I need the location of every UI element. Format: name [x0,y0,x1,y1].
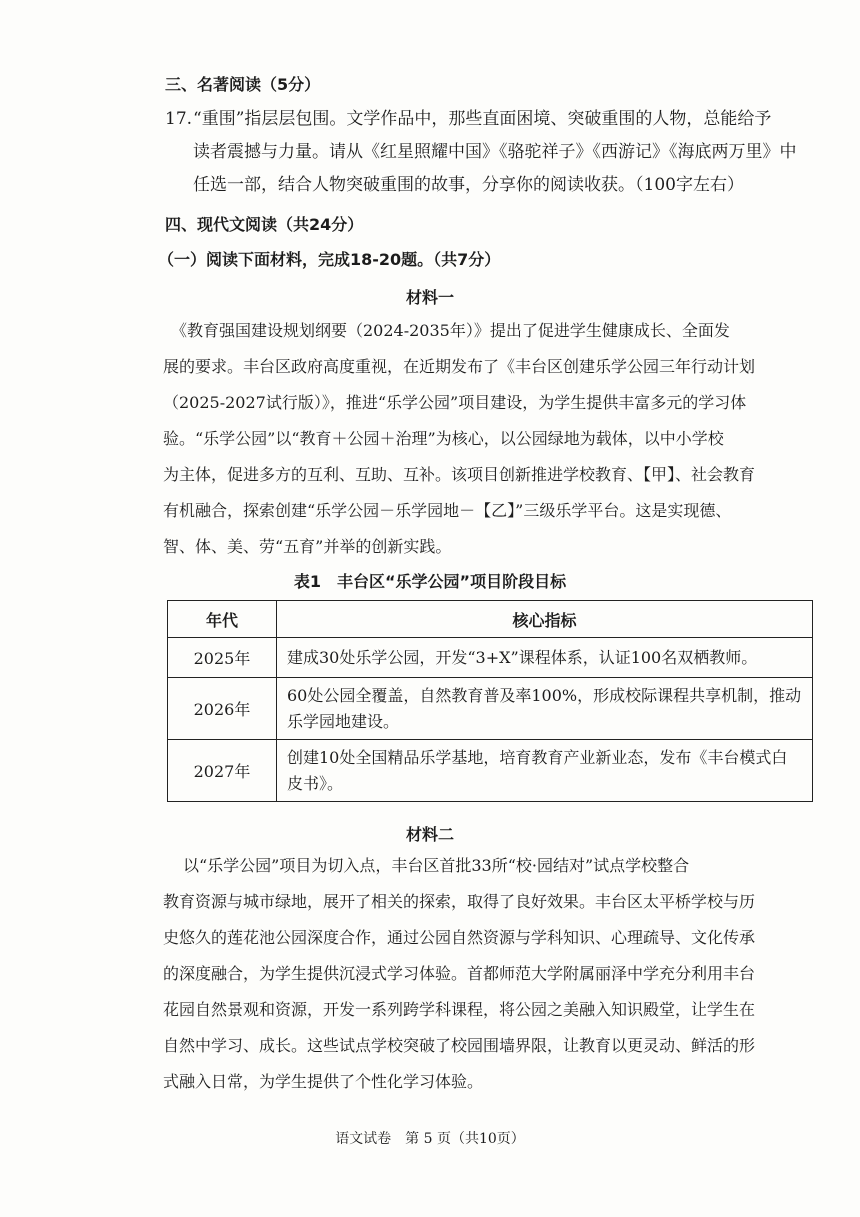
material-2-body [163,848,823,1100]
material-2-title: 材料二 [405,825,454,844]
question-17-text: “重围”指层层包围。文学作品中，那些直面困境、突破重围的人物，总能给予 [193,109,772,129]
section-4-title: 四、现代文阅读（共24分） [165,215,364,234]
question-number: 17. [165,109,193,129]
table-row [168,678,813,740]
material-1-line: 智、体、美、劳“五育”并举的创新实践。 [163,537,452,556]
goals-table [167,600,813,802]
table-cell-year: 2027年 [168,740,277,802]
material-1-line: 验。“乐学公园”以“教育＋公园＋治理”为核心，以公园绿地为载体，以中小学校 [163,429,724,448]
table-1 [167,600,813,802]
subsection-1-title: （一）阅读下面材料，完成18-20题。（共7分） [158,250,501,269]
table-caption: 表1 丰台区“乐学公园”项目阶段目标 [293,572,567,591]
table-row [168,740,813,802]
table-header-row [168,601,813,638]
section-3-title: 三、名著阅读（5分） [165,75,321,94]
material-1-line: 展的要求。丰台区政府高度重视，在近期发布了《丰台区创建乐学公园三年行动计划 [163,357,756,376]
material-1-line: 《教育强国建设规划纲要（2024-2035年）》提出了促进学生健康成长、全面发 [171,321,730,340]
question-17-line: 读者震撼与力量。请从《红星照耀中国》《骆驼祥子》《西游记》《海底两万里》中 [193,142,797,162]
material-1-line: 有机融合，探索创建“乐学公园－乐学园地－【乙】”三级乐学平台。这是实现德、 [163,501,732,520]
question-17 [165,103,825,202]
question-17-line: 任选一部，结合人物突破重围的故事，分享你的阅读收获。（100字左右） [193,175,744,195]
table-cell-year: 2026年 [168,678,277,740]
page-footer: 语文试卷 第 5 页（共10页） [335,1131,525,1147]
material-2-line: 自然中学习、成长。这些试点学校突破了校园围墙界限，让教育以更灵动、鲜活的形 [163,1036,756,1055]
material-1-title: 材料一 [405,288,454,307]
material-2-line: 史悠久的莲花池公园深度合作，通过公园自然资源与学科知识、心理疏导、文化传承 [163,928,756,947]
table-cell-indicator: 建成30处乐学公园，开发“3+X”课程体系，认证100名双栖教师。 [277,638,813,678]
table-cell-indicator: 60处公园全覆盖，自然教育普及率100%，形成校际课程共享机制，推动乐学园地建设。 [277,678,813,740]
material-1-body [163,313,823,565]
material-2-line: 式融入日常，为学生提供了个性化学习体验。 [163,1072,484,1091]
material-2-line: 以“乐学公园”项目为切入点，丰台区首批33所“校·园结对”试点学校整合 [183,856,690,875]
material-1-line: 为主体，促进多方的互利、互助、互补。该项目创新推进学校教育、【甲】、社会教育 [163,465,756,484]
material-1-line: （2025-2027试行版）》，推进“乐学公园”项目建设，为学生提供丰富多元的学习体 [163,393,747,412]
table-row [168,638,813,678]
material-2-line: 花园自然景观和资源，开发一系列跨学科课程，将公园之美融入知识殿堂，让学生在 [163,1000,756,1019]
table-header-indicator: 核心指标 [277,601,813,638]
table-cell-year: 2025年 [168,638,277,678]
question-17-line [165,103,825,136]
material-2-line: 的深度融合，为学生提供沉浸式学习体验。首都师范大学附属丽泽中学充分利用丰台 [163,964,756,983]
table-cell-indicator: 创建10处全国精品乐学基地，培育教育产业新业态，发布《丰台模式白皮书》。 [277,740,813,802]
table-header-year: 年代 [168,601,277,638]
material-2-line: 教育资源与城市绿地，展开了相关的探索，取得了良好效果。丰台区太平桥学校与历 [163,892,756,911]
